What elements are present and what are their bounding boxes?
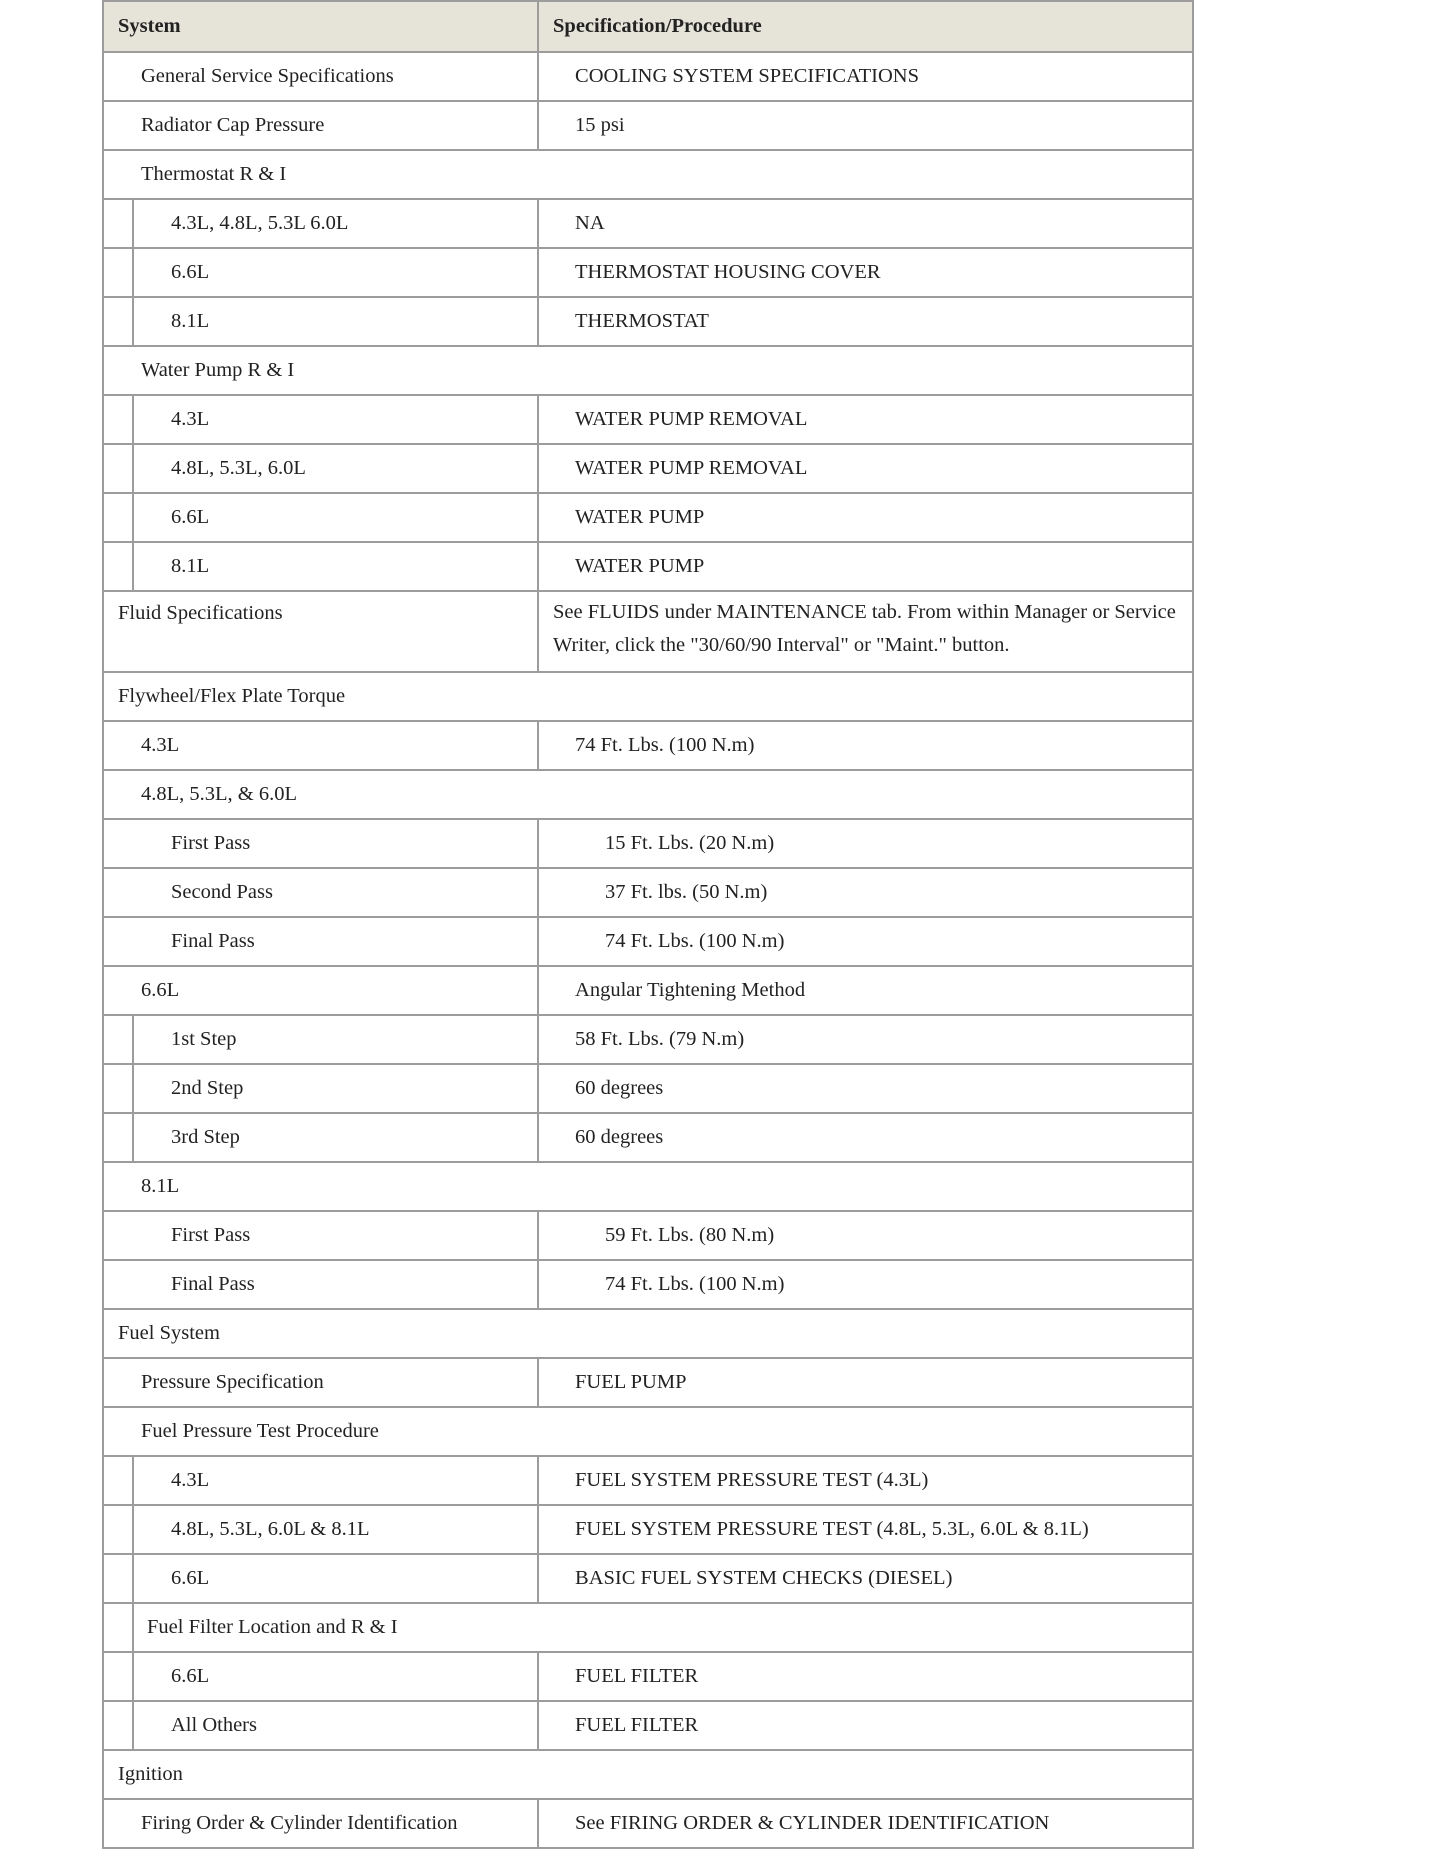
- system-cell: 4.8L, 5.3L, 6.0L: [133, 444, 538, 493]
- indent-cell: [103, 1456, 133, 1505]
- system-cell: Radiator Cap Pressure: [103, 101, 538, 150]
- group-cell: Fuel Filter Location and R & I: [133, 1603, 1193, 1652]
- system-cell: 6.6L: [103, 966, 538, 1015]
- system-cell: Second Pass: [103, 868, 538, 917]
- table-row: [103, 1750, 1193, 1799]
- table-row: [103, 1064, 1193, 1113]
- table-row: [103, 1505, 1193, 1554]
- system-cell: First Pass: [103, 819, 538, 868]
- table-row: [103, 672, 1193, 721]
- table-row: [103, 199, 1193, 248]
- group-cell: Flywheel/Flex Plate Torque: [103, 672, 1193, 721]
- table-row: [103, 1799, 1193, 1848]
- system-cell: Fluid Specifications: [103, 591, 538, 672]
- spec-cell: See FLUIDS under MAINTENANCE tab. From within Manager or Service Writer, click the "30/60/90 Interval" or "Maint." button.: [538, 591, 1193, 672]
- header-system: System: [103, 1, 538, 52]
- indent-cell: [103, 248, 133, 297]
- system-cell: 1st Step: [133, 1015, 538, 1064]
- spec-cell: NA: [538, 199, 1193, 248]
- spec-cell: FUEL FILTER: [538, 1652, 1193, 1701]
- table-row: [103, 1701, 1193, 1750]
- indent-cell: [103, 493, 133, 542]
- table-row: [103, 542, 1193, 591]
- indent-cell: [103, 1505, 133, 1554]
- table-row: [103, 1652, 1193, 1701]
- spec-cell: FUEL PUMP: [538, 1358, 1193, 1407]
- table-row: [103, 1407, 1193, 1456]
- table-row: [103, 1260, 1193, 1309]
- table-row: [103, 1554, 1193, 1603]
- table-row: [103, 493, 1193, 542]
- system-cell: Pressure Specification: [103, 1358, 538, 1407]
- indent-cell: [103, 444, 133, 493]
- system-cell: 4.3L: [133, 395, 538, 444]
- table-header-row: [103, 1, 1193, 52]
- table-row: [103, 346, 1193, 395]
- indent-cell: [103, 1603, 133, 1652]
- system-cell: 8.1L: [133, 297, 538, 346]
- system-cell: 6.6L: [133, 1554, 538, 1603]
- spec-cell: THERMOSTAT: [538, 297, 1193, 346]
- group-cell: 4.8L, 5.3L, & 6.0L: [103, 770, 1193, 819]
- spec-cell: 15 psi: [538, 101, 1193, 150]
- spec-cell: FUEL SYSTEM PRESSURE TEST (4.8L, 5.3L, 6.0L & 8.1L): [538, 1505, 1193, 1554]
- indent-cell: [103, 1652, 133, 1701]
- spec-cell: 74 Ft. Lbs. (100 N.m): [538, 1260, 1193, 1309]
- spec-cell: THERMOSTAT HOUSING COVER: [538, 248, 1193, 297]
- table-row: [103, 1015, 1193, 1064]
- group-cell: Fuel Pressure Test Procedure: [103, 1407, 1193, 1456]
- system-cell: First Pass: [103, 1211, 538, 1260]
- table-row: [103, 1211, 1193, 1260]
- table-row: [103, 297, 1193, 346]
- indent-cell: [103, 1701, 133, 1750]
- system-cell: 4.8L, 5.3L, 6.0L & 8.1L: [133, 1505, 538, 1554]
- indent-cell: [103, 395, 133, 444]
- spec-cell: FUEL FILTER: [538, 1701, 1193, 1750]
- table-row: [103, 101, 1193, 150]
- indent-cell: [103, 1064, 133, 1113]
- spec-cell: WATER PUMP REMOVAL: [538, 444, 1193, 493]
- spec-cell: 58 Ft. Lbs. (79 N.m): [538, 1015, 1193, 1064]
- indent-cell: [103, 1015, 133, 1064]
- table-row: [103, 966, 1193, 1015]
- system-cell: 3rd Step: [133, 1113, 538, 1162]
- indent-cell: [103, 297, 133, 346]
- table-row: [103, 868, 1193, 917]
- system-cell: 2nd Step: [133, 1064, 538, 1113]
- table-row: [103, 248, 1193, 297]
- table-row: [103, 1113, 1193, 1162]
- spec-cell: 37 Ft. lbs. (50 N.m): [538, 868, 1193, 917]
- spec-cell: 74 Ft. Lbs. (100 N.m): [538, 917, 1193, 966]
- table-row: [103, 770, 1193, 819]
- table-row: [103, 1358, 1193, 1407]
- spec-cell: 15 Ft. Lbs. (20 N.m): [538, 819, 1193, 868]
- system-cell: 4.3L: [103, 721, 538, 770]
- table-row: [103, 819, 1193, 868]
- spec-cell: WATER PUMP REMOVAL: [538, 395, 1193, 444]
- indent-cell: [103, 1554, 133, 1603]
- specification-table: [102, 0, 1194, 1849]
- table-row: [103, 1603, 1193, 1652]
- table-row: [103, 917, 1193, 966]
- system-cell: 8.1L: [133, 542, 538, 591]
- group-cell: Fuel System: [103, 1309, 1193, 1358]
- spec-cell: 60 degrees: [538, 1113, 1193, 1162]
- group-cell: Thermostat R & I: [103, 150, 1193, 199]
- spec-cell: WATER PUMP: [538, 493, 1193, 542]
- header-spec: Specification/Procedure: [538, 1, 1193, 52]
- table-row: [103, 52, 1193, 101]
- group-cell: 8.1L: [103, 1162, 1193, 1211]
- indent-cell: [103, 542, 133, 591]
- table-row: [103, 1456, 1193, 1505]
- table-row: [103, 444, 1193, 493]
- system-cell: Final Pass: [103, 1260, 538, 1309]
- group-cell: Ignition: [103, 1750, 1193, 1799]
- table-row: [103, 1162, 1193, 1211]
- table-row: [103, 395, 1193, 444]
- table-row: [103, 150, 1193, 199]
- system-cell: 4.3L, 4.8L, 5.3L 6.0L: [133, 199, 538, 248]
- indent-cell: [103, 199, 133, 248]
- group-cell: Water Pump R & I: [103, 346, 1193, 395]
- spec-cell: 74 Ft. Lbs. (100 N.m): [538, 721, 1193, 770]
- spec-cell: See FIRING ORDER & CYLINDER IDENTIFICATION: [538, 1799, 1193, 1848]
- indent-cell: [103, 1113, 133, 1162]
- spec-cell: COOLING SYSTEM SPECIFICATIONS: [538, 52, 1193, 101]
- system-cell: Firing Order & Cylinder Identification: [103, 1799, 538, 1848]
- system-cell: 6.6L: [133, 493, 538, 542]
- system-cell: General Service Specifications: [103, 52, 538, 101]
- spec-cell: WATER PUMP: [538, 542, 1193, 591]
- system-cell: 4.3L: [133, 1456, 538, 1505]
- spec-cell: 59 Ft. Lbs. (80 N.m): [538, 1211, 1193, 1260]
- system-cell: All Others: [133, 1701, 538, 1750]
- table-row: [103, 1309, 1193, 1358]
- spec-cell: BASIC FUEL SYSTEM CHECKS (DIESEL): [538, 1554, 1193, 1603]
- system-cell: 6.6L: [133, 1652, 538, 1701]
- spec-cell: FUEL SYSTEM PRESSURE TEST (4.3L): [538, 1456, 1193, 1505]
- spec-cell: 60 degrees: [538, 1064, 1193, 1113]
- spec-cell: Angular Tightening Method: [538, 966, 1193, 1015]
- system-cell: 6.6L: [133, 248, 538, 297]
- system-cell: Final Pass: [103, 917, 538, 966]
- table-row: [103, 721, 1193, 770]
- table-row: [103, 591, 1193, 672]
